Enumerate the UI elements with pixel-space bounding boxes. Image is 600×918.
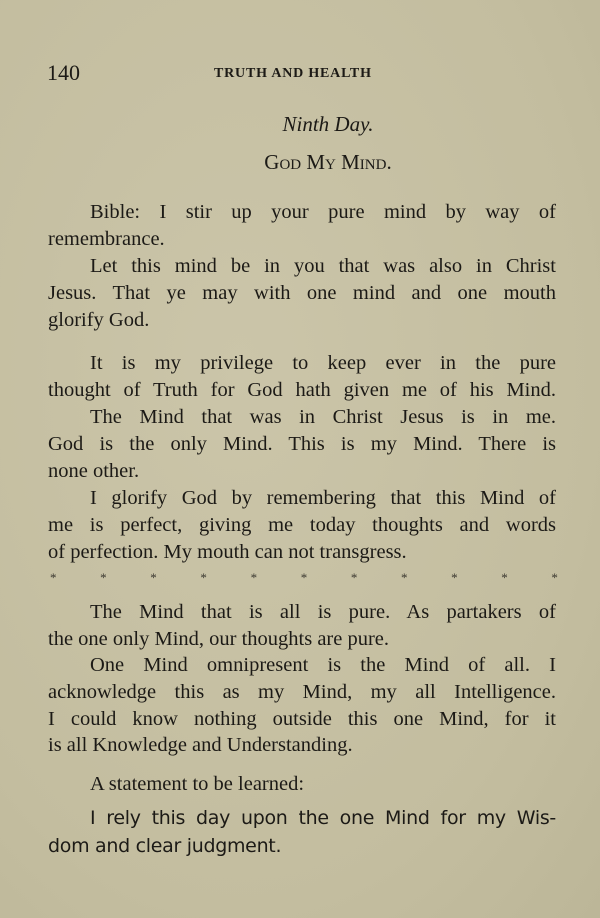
asterisk: * <box>200 570 207 585</box>
asterisk: * <box>501 570 508 585</box>
text-line: It is my privilege to keep ever in the pure <box>90 352 556 374</box>
text-line: remembrance. <box>48 228 165 250</box>
running-title: TRUTH AND HEALTH <box>214 66 372 81</box>
text-line: The Mind that was in Christ Jesus is in me. <box>90 406 556 428</box>
asterisk: * <box>400 570 408 585</box>
text-line: Bible: I stir up your pure mind by way of <box>90 201 556 223</box>
text-line: I could know nothing outside this one Mind, for it <box>48 708 556 730</box>
text-line: acknowledge this as my Mind, my all Intelligence. <box>48 681 556 703</box>
text-line: One Mind omnipresent is the Mind of all. I <box>90 654 556 676</box>
asterisk: * <box>250 570 258 585</box>
text-line: me is perfect, giving me today thoughts and words <box>48 514 556 536</box>
statement-line: dom and clear judgment. <box>48 835 282 857</box>
text-line: I glorify God by remembering that this Mind of <box>90 487 556 509</box>
asterisk: * <box>300 570 308 585</box>
section-separator <box>50 570 558 586</box>
day-heading: Ninth Day. <box>282 112 374 136</box>
asterisk: * <box>100 570 107 585</box>
text-line: God is the only Mind. This is my Mind. There is <box>48 433 556 455</box>
asterisk: * <box>350 570 358 585</box>
text-line: is all Knowledge and Understanding. <box>48 734 353 756</box>
text-line: none other. <box>48 460 140 482</box>
statement-line: I rely this day upon the one Mind for my Wis- <box>90 807 556 829</box>
page-number: 140 <box>47 60 80 85</box>
text-line: the one only Mind, our thoughts are pure. <box>48 628 390 650</box>
asterisk: * <box>551 570 558 585</box>
text-line: thought of Truth for God hath given me of his Mind. <box>48 379 556 401</box>
text-line: glorify God. <box>48 309 150 331</box>
section-title: God My Mind. <box>264 150 392 174</box>
asterisk: * <box>451 570 458 585</box>
asterisk: * <box>50 570 57 585</box>
text-line: Let this mind be in you that was also in Christ <box>90 255 556 277</box>
text-line: of perfection. My mouth can not transgress. <box>48 541 407 563</box>
text-line: A statement to be learned: <box>90 773 305 795</box>
text-line: Jesus. That ye may with one mind and one mouth <box>48 282 556 304</box>
text-line: The Mind that is all is pure. As partakers of <box>90 601 556 623</box>
asterisk: * <box>150 570 157 585</box>
